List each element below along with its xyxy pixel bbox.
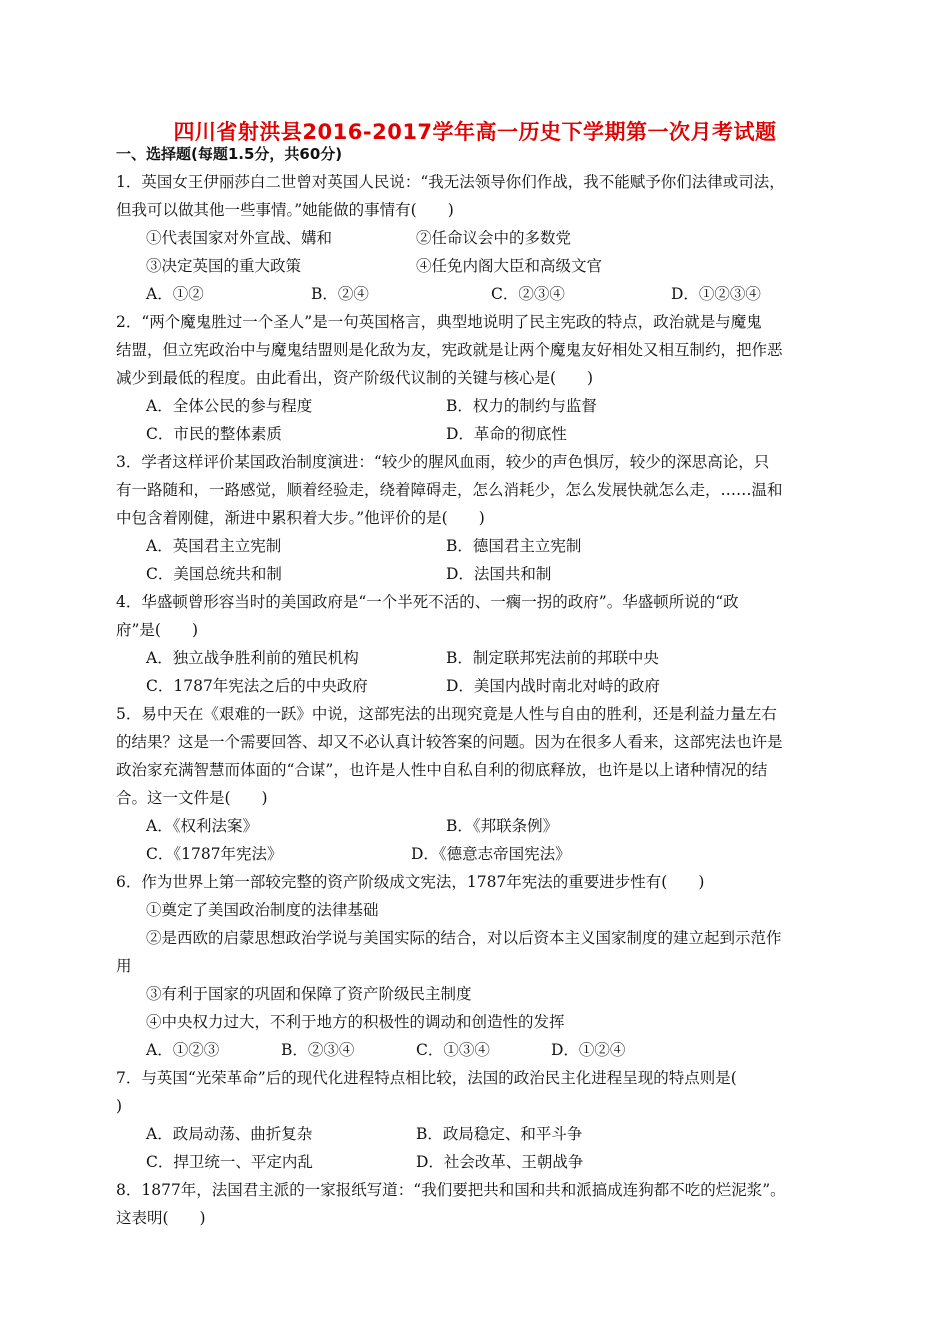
question-1-statements-row1 — [116, 224, 840, 252]
question-5-options-row1 — [116, 812, 840, 840]
statement: ④任免内阁大臣和高级文官 — [416, 257, 603, 275]
option-b: B．权力的制约与监督 — [446, 397, 597, 415]
question-2-text-cont: 减少到最低的程度。由此看出，资产阶级代议制的关键与核心是( ) — [116, 369, 594, 387]
statement-cont: 用 — [116, 957, 132, 975]
option-c: C．《1787年宪法》 — [146, 845, 283, 863]
question-5-options-row2 — [116, 840, 840, 868]
statement: ④中央权力过大，不利于地方的积极性的调动和创造性的发挥 — [146, 1013, 565, 1031]
question-5-text-cont: 政治家充满智慧而体面的“合谋”，也许是人性中自私自利的彻底释放，也许是以上诸种情况的结 — [116, 761, 768, 779]
option-d: D．法国共和制 — [446, 565, 552, 583]
statement: ①奠定了美国政治制度的法律基础 — [146, 901, 379, 919]
question-list — [116, 168, 840, 1232]
option-d: D．社会改革、王朝战争 — [416, 1153, 584, 1171]
question-3-options-row2 — [116, 560, 840, 588]
option-d: D．美国内战时南北对峙的政府 — [446, 677, 660, 695]
question-2-options-row1 — [116, 392, 840, 420]
option-b: B．制定联邦宪法前的邦联中央 — [446, 649, 659, 667]
option-a: A．独立战争胜利前的殖民机构 — [146, 649, 359, 667]
option-c: C．美国总统共和制 — [146, 565, 282, 583]
option-d: D．①②③④ — [671, 285, 761, 303]
question-1-statements-row2 — [116, 252, 840, 280]
question-4-text: 4．华盛顿曾形容当时的美国政府是“一个半死不活的、一瘸一拐的政府”。华盛顿所说的“政 — [116, 593, 739, 611]
question-2-text-cont: 结盟，但立宪政治中与魔鬼结盟则是化敌为友，宪政就是让两个魔鬼友好相处又相互制约，把作恶 — [116, 341, 783, 359]
question-7-text: 7．与英国“光荣革命”后的现代化进程特点相比较，法国的政治民主化进程呈现的特点则是( — [116, 1069, 737, 1087]
question-3-options-row1 — [116, 532, 840, 560]
option-a: A．政局动荡、曲折复杂 — [146, 1125, 313, 1143]
statement: ②任命议会中的多数党 — [416, 229, 572, 247]
question-7-options-row1 — [116, 1120, 840, 1148]
option-a: A．①② — [146, 285, 204, 303]
question-3-text-cont: 中包含着刚健，渐进中累积着大步。”他评价的是( ) — [116, 509, 485, 527]
question-8-text-cont: 这表明( ) — [116, 1209, 206, 1227]
question-1-text-cont: 但我可以做其他一些事情。”她能做的事情有( ) — [116, 201, 454, 219]
question-4-options-row2 — [116, 672, 840, 700]
question-7-text-cont: ) — [116, 1097, 123, 1115]
question-7-options-row2 — [116, 1148, 840, 1176]
option-b: B．②④ — [311, 285, 369, 303]
question-3-text-cont: 有一路随和，一路感觉，顺着经验走，绕着障碍走，怎么消耗少，怎么发展快就怎么走，……温和 — [116, 481, 783, 499]
question-2-options-row2 — [116, 420, 840, 448]
statement: ③有利于国家的巩固和保障了资产阶级民主制度 — [146, 985, 472, 1003]
question-2-text: 2．“两个魔鬼胜过一个圣人”是一句英国格言，典型地说明了民主宪政的特点，政治就是与魔鬼 — [116, 313, 762, 331]
option-d: D．革命的彻底性 — [446, 425, 567, 443]
option-b: B．《邦联条例》 — [446, 817, 559, 835]
option-c: C．①③④ — [416, 1041, 490, 1059]
question-6-options — [116, 1036, 840, 1064]
question-4-text-cont: 府”是( ) — [116, 621, 199, 639]
statement: ②是西欧的启蒙思想政治学说与美国实际的结合，对以后资本主义国家制度的建立起到示范作 — [146, 929, 782, 947]
option-d: D．①②④ — [551, 1041, 626, 1059]
question-1-options — [116, 280, 840, 308]
option-c: C．②③④ — [491, 285, 565, 303]
option-c: C．捍卫统一、平定内乱 — [146, 1153, 313, 1171]
option-a: A．①②③ — [146, 1041, 220, 1059]
question-5-text-cont: 合。这一文件是( ) — [116, 789, 268, 807]
option-a: A．全体公民的参与程度 — [146, 397, 313, 415]
option-d: D．《德意志帝国宪法》 — [411, 845, 571, 863]
option-b: B．德国君主立宪制 — [446, 537, 582, 555]
option-b: B．政局稳定、和平斗争 — [416, 1125, 583, 1143]
option-a: A．《权利法案》 — [146, 817, 258, 835]
question-8-text: 8．1877年，法国君主派的一家报纸写道：“我们要把共和国和共和派搞成连狗都不吃的烂泥浆”。 — [116, 1181, 786, 1199]
statement: ①代表国家对外宣战、媾和 — [146, 229, 333, 247]
question-4-options-row1 — [116, 644, 840, 672]
statement: ③决定英国的重大政策 — [146, 257, 302, 275]
document-title: 四川省射洪县2016-2017学年高一历史下学期第一次月考试题 — [173, 120, 777, 144]
option-c: C．1787年宪法之后的中央政府 — [146, 677, 368, 695]
option-c: C．市民的整体素质 — [146, 425, 282, 443]
question-5-text-cont: 的结果？这是一个需要回答、却又不必认真计较答案的问题。因为在很多人看来，这部宪法也许是 — [116, 733, 783, 751]
section-heading: 一、选择题(每题1.5分，共60分) — [116, 145, 343, 163]
option-a: A．英国君主立宪制 — [146, 537, 282, 555]
question-3-text: 3．学者这样评价某国政治制度演进：“较少的腥风血雨，较少的声色惧厉，较少的深思高论，只 — [116, 453, 770, 471]
question-5-text: 5．易中天在《艰难的一跃》中说，这部宪法的出现究竟是人性与自由的胜利，还是利益力量左右 — [116, 705, 777, 723]
question-6-text: 6．作为世界上第一部较完整的资产阶级成文宪法，1787年宪法的重要进步性有( ) — [116, 873, 705, 891]
question-1-text: 1．英国女王伊丽莎白二世曾对英国人民说：“我无法领导你们作战，我不能赋予你们法律或司法， — [116, 173, 785, 191]
option-b: B．②③④ — [281, 1041, 355, 1059]
